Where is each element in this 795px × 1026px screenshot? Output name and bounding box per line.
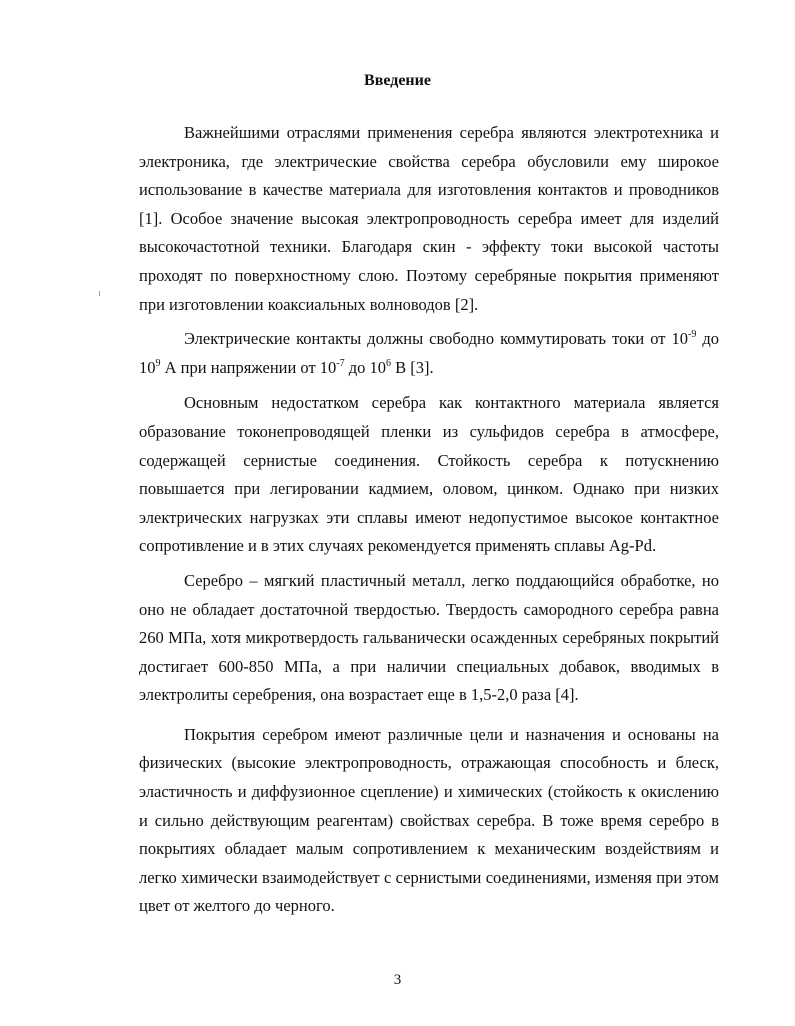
paragraph-2-part-1: Электрические контакты должны свободно коммутировать токи от 10 [184, 329, 688, 349]
paragraph-2-part-3: А при напряжении от 10 [160, 357, 337, 377]
body-text [139, 119, 719, 921]
paragraph-2-part-4: до 10 [344, 357, 387, 377]
paragraph-5: Покрытия серебром имеют различные цели и назначения и основаны на физических (высокие электропроводность, отражающая способность и блеск, эластичность и диффузионное сцепление) и химических (стойкость к окислению и сильно действующим реагентам) свойствах серебра. В тоже время серебро в покрытиях обладает малым сопротивлением к механическим воздействиям и легко химически взаимодействует с сернистыми соединениями, изменяя при этом цвет от желтого до черного. [139, 724, 719, 916]
paragraph-1: Важнейшими отраслями применения серебра являются электротехника и электроника, где электрические свойства серебра обусловили ему широкое использование в качестве материала для изготовления контактов и проводников [1]. Особое значение высокая электропроводность серебра имеет для изделий высокочастотной техники. Благодаря скин - эффекту токи высокой частоты проходят по поверхностному слою. Поэтому серебряные покрытия применяют при изготовлении коаксиальных волноводов [2]. [139, 123, 719, 314]
scan-margin-mark [99, 291, 100, 296]
exponent-4: 6 [386, 357, 392, 369]
exponent-1: -9 [687, 329, 697, 341]
page-title: Введение [364, 72, 431, 89]
paragraph-2-part-5: В [3]. [391, 357, 434, 377]
paragraph-2 [139, 325, 719, 382]
paragraph-3: Основным недостатком серебра как контактного материала является образование токонепроводящей пленки из сульфидов серебра в атмосфере, содержащей сернистые соединения. Стойкость серебра к потускнению повышается при легировании кадмием, оловом, цинком. Однако при низких электрических нагрузках эти сплавы имеют недопустимое высокое контактное сопротивление и в этих случаях рекомендуется применять сплавы Ag-Pd. [139, 393, 719, 556]
exponent-2: 9 [155, 357, 161, 369]
paragraph-2-part-2: до 10 [139, 329, 719, 377]
page-number: 3 [393, 972, 402, 988]
exponent-3: -7 [336, 357, 345, 369]
paragraph-4: Серебро – мягкий пластичный металл, легко поддающийся обработке, но оно не обладает достаточной твердостью. Твердость самородного серебра равна 260 МПа, хотя микротвердость гальванически осажденных серебряных покрытий достигает 600-850 МПа, а при наличии специальных добавок, вводимых в электролиты серебрения, она возрастает еще в 1,5-2,0 раза [4]. [139, 570, 719, 705]
